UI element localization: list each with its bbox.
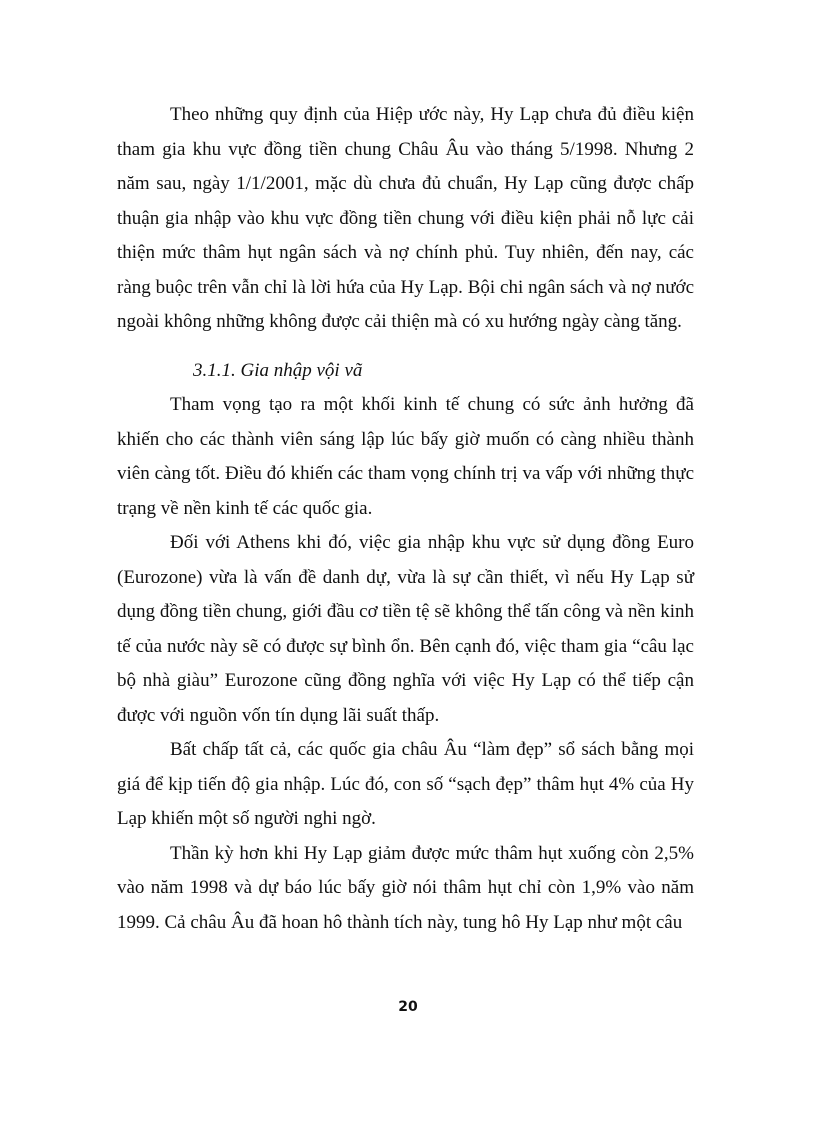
section-spacer <box>117 340 694 354</box>
paragraph-athens: Đối với Athens khi đó, việc gia nhập khu vực sử dụng đồng Euro (Eurozone) vừa là vấn đề danh dự, vừa là sự cần thiết, vì nếu Hy Lạp sử dụng đồng tiền chung, giới đầu cơ tiền tệ sẽ không thể tấn công và nền kinh tế của nước này sẽ có được sự bình ổn. Bên cạnh đó, việc tham gia “câu lạc bộ nhà giàu” Eurozone cũng đồng nghĩa với việc Hy Lạp có thể tiếp cận được với nguồn vốn tín dụng lãi suất thấp. <box>117 532 694 726</box>
paragraph-ambition: Tham vọng tạo ra một khối kinh tế chung có sức ảnh hưởng đã khiến cho các thành viên sáng lập lúc bấy giờ muốn có càng nhiều thành viên càng tốt. Điều đó khiến các tham vọng chính trị va vấp với những thực trạng về nền kinh tế các quốc gia. <box>117 394 694 519</box>
page-number: 20 <box>398 999 418 1015</box>
body-text <box>117 98 694 940</box>
paragraph-treaty-conditions: Theo những quy định của Hiệp ước này, Hy Lạp chưa đủ điều kiện tham gia khu vực đồng tiền chung Châu Âu vào tháng 5/1998. Nhưng 2 năm sau, ngày 1/1/2001, mặc dù chưa đủ chuẩn, Hy Lạp cũng được chấp thuận gia nhập vào khu vực đồng tiền chung với điều kiện phải nỗ lực cải thiện mức thâm hụt ngân sách và nợ chính phủ. Tuy nhiên, đến nay, các ràng buộc trên vẫn chỉ là lời hứa của Hy Lạp. Bội chi ngân sách và nợ nước ngoài không những không được cải thiện mà có xu hướng ngày càng tăng. <box>117 104 694 332</box>
paragraph-books: Bất chấp tất cả, các quốc gia châu Âu “làm đẹp” sổ sách bằng mọi giá để kịp tiến độ gia nhập. Lúc đó, con số “sạch đẹp” thâm hụt 4% của Hy Lạp khiến một số người nghi ngờ. <box>117 739 694 829</box>
section-heading: 3.1.1. Gia nhập vội vã <box>193 359 363 381</box>
paragraph-deficit: Thần kỳ hơn khi Hy Lạp giảm được mức thâm hụt xuống còn 2,5% vào năm 1998 và dự báo lúc bấy giờ nói thâm hụt chỉ còn 1,9% vào năm 1999. Cả châu Âu đã hoan hô thành tích này, tung hô Hy Lạp như một câu <box>117 842 694 933</box>
